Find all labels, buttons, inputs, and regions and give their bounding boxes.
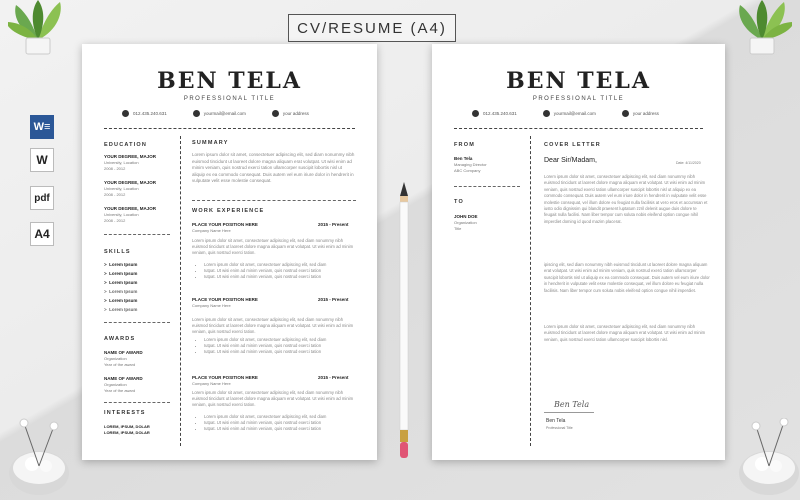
skills-heading: SKILLS	[104, 249, 131, 255]
from-company: ABC Company	[454, 168, 481, 173]
from-role: Managing Director	[454, 162, 487, 167]
pdf-format-badge: pdf	[30, 186, 54, 210]
sign-name: Ben Tela	[546, 418, 566, 424]
phone-icon	[472, 110, 479, 117]
job-dates: 2015 - Present	[318, 222, 349, 227]
interests-heading: INTERESTS	[104, 410, 146, 416]
job-bullet: • Iutpat. Ut wisi enim ad minim veniam, quis nostrud exerci tation	[204, 420, 364, 426]
header-divider	[104, 128, 355, 129]
education-degree: YOUR DEGREE, MAJOR	[104, 206, 157, 211]
resume-email: yourmail@email.com	[203, 111, 246, 116]
word-format-badge: W	[30, 148, 54, 172]
column-divider	[530, 136, 531, 446]
resume-professional-title: PROFESSIONAL TITLE	[183, 96, 276, 102]
job-dates: 2015 - Present	[318, 375, 349, 380]
resume-name: BEN TELA	[157, 68, 302, 94]
to-organization: Organization	[454, 220, 477, 225]
job-bullets	[194, 262, 364, 280]
cover-letter-page	[432, 44, 725, 460]
awards-heading: AWARDS	[104, 336, 136, 342]
job-company: Company Name Here	[192, 303, 231, 308]
signature-line	[544, 412, 594, 413]
signature: Ben Tela	[554, 400, 590, 409]
section-divider	[192, 200, 356, 201]
summary-heading: SUMMARY	[192, 140, 229, 146]
job-bullets	[194, 337, 364, 355]
education-years: 2008 - 2012	[104, 218, 126, 223]
potted-plant-right-image	[732, 0, 792, 56]
cover-professional-title: PROFESSIONAL TITLE	[532, 96, 625, 102]
email-icon	[543, 110, 550, 117]
award-year: Year of the award	[104, 388, 136, 393]
award-name: NAME OF AWARD	[104, 376, 143, 381]
job-bullet: • Iutpat. Ut wisi enim ad minim veniam, quis nostrud exerci tation	[204, 349, 364, 355]
education-degree: YOUR DEGREE, MAJOR	[104, 180, 157, 185]
education-school: University, Location	[104, 160, 139, 165]
to-name: JOHN DOE	[454, 214, 478, 219]
job-bullet: • Iutpat. Ut wisi enim ad minim veniam, quis nostrud exerci tation	[204, 426, 364, 432]
job-dates: 2015 - Present	[318, 297, 349, 302]
skill-item: > Lorem Ipsum	[104, 298, 138, 303]
email-icon	[193, 110, 200, 117]
skill-item: > Lorem Ipsum	[104, 280, 138, 285]
skill-item: > Lorem Ipsum	[104, 307, 138, 312]
experience-heading: WORK EXPERIENCE	[192, 208, 265, 214]
award-org: Organization	[104, 356, 127, 361]
award-name: NAME OF AWARD	[104, 350, 143, 355]
sign-title: Professional Title	[546, 426, 573, 430]
cover-name: BEN TELA	[506, 68, 651, 94]
resume-contacts	[122, 110, 357, 117]
job-description: Lorem ipsum dolor sit amet, consectetuer adipiscing elit, sed diam nonummy nibh euismod tincidunt ut laoreet dolore magna aliquam erat volutpat. Ut wisi enim ad minim veniam, quis nostrud exerci tation.	[192, 390, 354, 407]
resume-phone: 012.435.240.631	[133, 111, 167, 116]
cover-phone: 012.435.240.631	[483, 111, 517, 116]
skill-item: > Lorem Ipsum	[104, 271, 138, 276]
interest-item: LOREM, IPSUM, DOLAR	[104, 424, 150, 429]
cover-contacts	[472, 110, 705, 117]
section-divider	[104, 322, 170, 323]
to-heading: TO	[454, 199, 464, 205]
job-position: PLACE YOUR POSITION HERE	[192, 297, 258, 302]
education-years: 2008 - 2012	[104, 192, 126, 197]
summary-text: Lorem ipsum dolor sit amet, consectetuer adipiscing elit, sed diam nonummy nibh euismod tincidunt ut laoreet dolore magna aliquam erat volutpat. Ut wisi enim ad minim veniam, quis nostrud exerci tation ullamcorper suscipit lobortis nisl ut aliquip ex ea commodo consequat. Duis autem vel eum iriure dolor in hendrerit in vulputate velit esse molestie consequat.	[192, 152, 355, 183]
letter-paragraph-2: ipiscing elit, sed diam nonummy nibh euismod tincidunt ut laoreet dolore magna aliquam erat volutpat. Ut wisi enim ad minim veniam, quis nostrud exerci tation ullamcorper suscipit lobortis nisl ut aliquip ex ea commodo consequat. Duis autem vel eum iriure dolor in hendrerit in vulputate velit esse molestie consequat, vel illum dolore eu feugiat nulla facilisis. Nam liber tempor cum soluta nobis eleifend option congue nihil imperdiet.	[544, 262, 710, 293]
cotton-bowl-right-image	[734, 418, 800, 500]
job-bullet: • Lorem ipsum dolor sit amet, consectetuer adipiscing elit, sed diam	[204, 262, 364, 268]
resume-address: your address	[282, 111, 309, 116]
cover-email: yourmail@email.com	[553, 111, 596, 116]
education-degree: YOUR DEGREE, MAJOR	[104, 154, 157, 159]
location-icon	[272, 110, 279, 117]
pencil-image	[397, 182, 411, 460]
column-divider	[180, 136, 181, 446]
job-bullet: • Lorem ipsum dolor sit amet, consectetuer adipiscing elit, sed diam	[204, 337, 364, 343]
job-description: Lorem ipsum dolor sit amet, consectetuer adipiscing elit, sed diam nonummy nibh euismod tincidunt ut laoreet dolore magna aliquam erat volutpat. Ut wisi enim ad minim veniam, quis nostrud exerci tation.	[192, 317, 354, 334]
award-year: Year of the award	[104, 362, 136, 367]
letter-paragraph-3: Lorem ipsum dolor sit amet, consectetuer adipiscing elit, sed diam nonummy nibh euismod tincidunt ut laoreet dolore magna aliquam erat volutpat. Ut wisi enim ad minim veniam, quis nostrud exerci tation ullamcorper suscipit lobortis nisl.	[544, 324, 706, 342]
letter-paragraph-1: Lorem ipsum dolor sit amet, consectetuer adipiscing elit, sed diam nonummy nibh euismod tincidunt ut laoreet dolore magna aliquam erat volutpat. Ut wisi enim ad minim veniam, quis nostrud exerci tation ullamcorper suscipit lobortis nisl ut aliquip ex ea commodo consequat. Duis autem vel eum iriure dolor in hendrerit in vulputate velit esse molestie consequat, vel illum dolore eu feugiat nulla facilisis at vero eros et accumsan et iusto odio dignissim qui blandit praesent luptatum zzril delenit augue duis dolore te feugait nulla facilisi. Nam liber tempor cum soluta nobis eleifend option congue nihil imperdiet doming id quod mazim placerat.	[544, 174, 708, 224]
section-divider	[454, 186, 520, 187]
education-years: 2008 - 2012	[104, 166, 126, 171]
job-bullet: • Iutpat. Ut wisi enim ad minim veniam, quis nostrud exerci tation	[204, 343, 364, 349]
job-position: PLACE YOUR POSITION HERE	[192, 222, 258, 227]
a4-format-badge: A4	[30, 222, 54, 246]
job-bullet: • Lorem ipsum dolor sit amet, consectetuer adipiscing elit, sed diam	[204, 414, 364, 420]
location-icon	[622, 110, 629, 117]
job-bullet: • Iutpat. Ut wisi enim ad minim veniam, quis nostrud exerci tation	[204, 274, 364, 280]
from-name: Ben Tela	[454, 156, 473, 161]
potted-plant-left-image	[8, 0, 68, 56]
job-company: Company Name Here	[192, 381, 231, 386]
section-divider	[104, 234, 170, 235]
job-description: Lorem ipsum dolor sit amet, consectetuer adipiscing elit, sed diam nonummy nibh euismod tincidunt ut laoreet dolore magna aliquam erat volutpat. Ut wisi enim ad minim veniam, quis nostrud exerci tation.	[192, 238, 354, 255]
education-school: University, Location	[104, 186, 139, 191]
job-company: Company Name Here	[192, 228, 231, 233]
job-bullet: • Iutpat. Ut wisi enim ad minim veniam, quis nostrud exerci tation	[204, 268, 364, 274]
education-school: University, Location	[104, 212, 139, 217]
header-divider	[454, 128, 703, 129]
phone-icon	[122, 110, 129, 117]
letter-date: Date: 4/11/2020	[676, 161, 701, 165]
cotton-bowl-left-image	[4, 418, 74, 500]
cover-letter-heading: COVER LETTER	[544, 142, 601, 148]
job-bullets	[194, 414, 364, 432]
skill-item: > Lorem Ipsum	[104, 262, 138, 267]
word-icon: W≡	[30, 115, 54, 139]
salutation: Dear Sir/Madam,	[544, 157, 597, 164]
product-banner: CV/RESUME (A4)	[288, 14, 456, 42]
skill-item: > Lorem Ipsum	[104, 289, 138, 294]
interest-item: LOREM, IPSUM, DOLAR	[104, 430, 150, 435]
resume-page	[82, 44, 377, 460]
to-title: Title	[454, 226, 462, 231]
award-org: Organization	[104, 382, 127, 387]
from-heading: FROM	[454, 142, 475, 148]
section-divider	[104, 402, 170, 403]
cover-address: your address	[632, 111, 659, 116]
job-position: PLACE YOUR POSITION HERE	[192, 375, 258, 380]
education-heading: EDUCATION	[104, 142, 148, 148]
